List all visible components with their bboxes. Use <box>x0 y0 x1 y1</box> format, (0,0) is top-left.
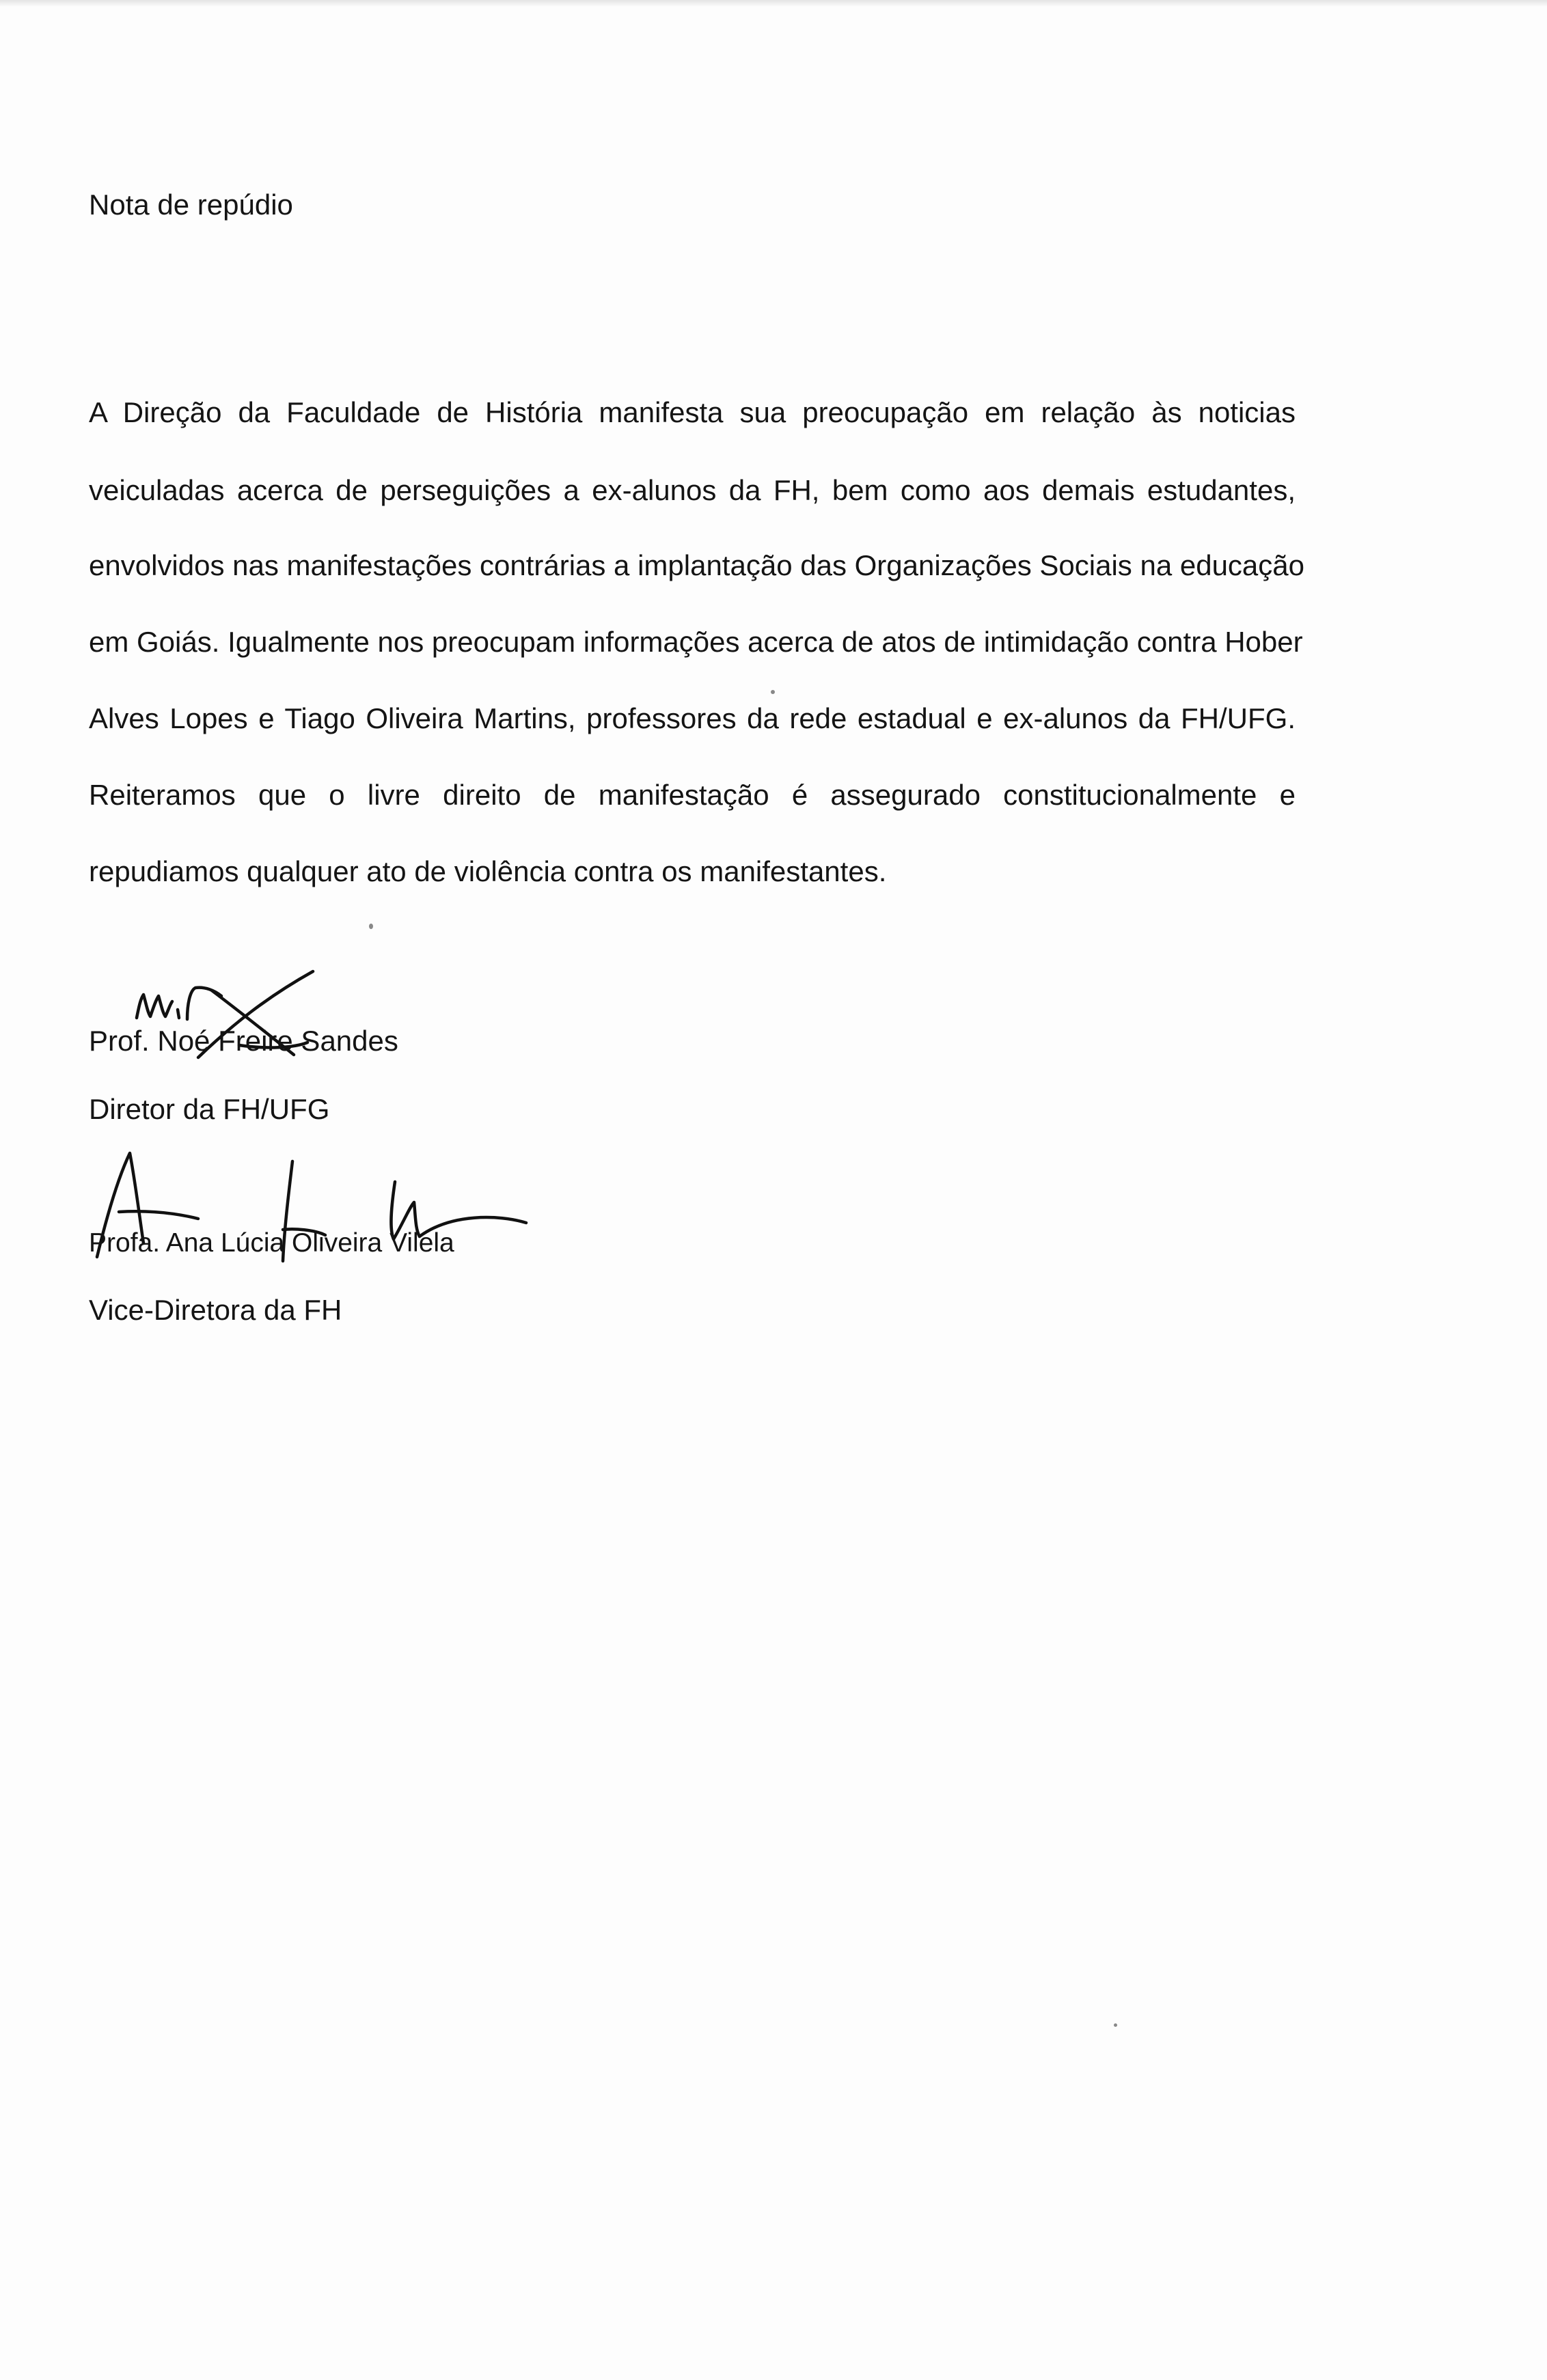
body-line: veiculadas acerca de perseguições a ex-alunos da FH, bem como aos demais estudantes, <box>89 474 1296 506</box>
body-line: repudiamos qualquer ato de violência contra os manifestantes. <box>89 855 887 887</box>
signatory-name: Prof. Noé Freire Sandes <box>89 1025 398 1057</box>
scan-speck <box>771 690 775 694</box>
document-title: Nota de repúdio <box>89 189 293 221</box>
body-line: Alves Lopes e Tiago Oliveira Martins, professores da rede estadual e ex-alunos da FH/UFG. <box>89 702 1296 734</box>
signatory-role: Vice-Diretora da FH <box>89 1294 342 1326</box>
body-line: A Direção da Faculdade de História manifesta sua preocupação em relação às noticias <box>89 396 1296 428</box>
body-line: Reiteramos que o livre direito de manifestação é assegurado constitucionalmente e <box>89 779 1296 811</box>
scan-edge-shadow <box>0 0 1547 7</box>
body-line: em Goiás. Igualmente nos preocupam informações acerca de atos de intimidação contra Hober <box>89 626 1303 658</box>
scan-speck <box>1114 2023 1117 2027</box>
signatory-role: Diretor da FH/UFG <box>89 1093 330 1125</box>
signatory-name: Profa. Ana Lúcia Oliveira Vilela <box>89 1228 454 1258</box>
scan-speck <box>369 924 373 929</box>
body-line: envolvidos nas manifestações contrárias a implantação das Organizações Sociais na educação <box>89 549 1305 581</box>
